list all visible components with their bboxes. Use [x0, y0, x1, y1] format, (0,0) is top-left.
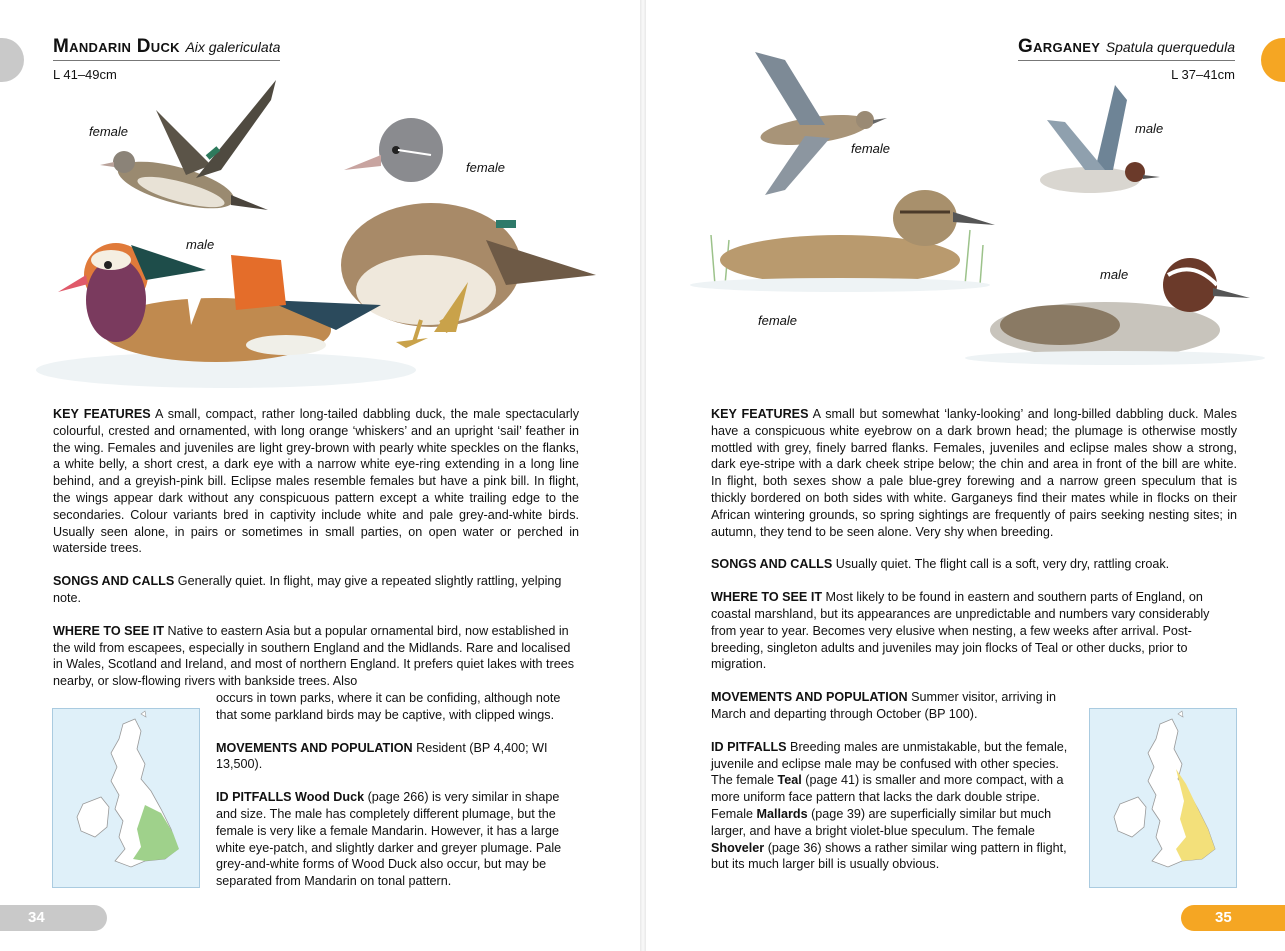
label-female-standing: female — [466, 160, 506, 175]
key-features-heading: KEY FEATURES — [711, 407, 809, 421]
pitfalls-text-4: (page 36) shows a rather similar wing pattern in flight, but its much larger bill is usually obvious. — [711, 840, 1067, 872]
flying-female-garganey — [755, 52, 887, 195]
page-34 — [0, 0, 640, 951]
garganey-ducks-drawing — [665, 40, 1265, 400]
movements-text: Summer visitor, arriving in March and departing through October (BP 100). — [711, 690, 1056, 721]
key-features-paragraph — [53, 406, 579, 557]
where-text: Most likely to be found in eastern and southern parts of England, on coastal marshland, but its appearances are unpredictable and numbers vary considerably from year to year. Becomes very elusive when nesting, a few weeks after arrival. Post-breeding, singleton adults and juveniles may join flocks of Teal or other ducks, prior to migration. — [711, 590, 1210, 672]
movements-heading: MOVEMENTS AND POPULATION — [711, 690, 908, 705]
flying-female-duck — [100, 80, 276, 218]
songs-heading: SONGS AND CALLS — [711, 557, 833, 572]
where-heading: WHERE TO SEE IT — [711, 590, 823, 605]
pitfalls-text-1: Breeding males are unmistakable, but the female, juvenile and eclipse male may be confused with other species. The female — [711, 739, 1068, 788]
swimming-female-garganey — [690, 190, 995, 292]
scientific-name: Spatula querquedula — [1105, 39, 1235, 55]
label-male-flying: male — [1135, 121, 1164, 136]
pitfalls-paragraph — [216, 789, 579, 890]
mandarin-illustration — [36, 70, 616, 400]
where-paragraph-cont — [216, 690, 579, 724]
pitfalls-bold-shoveler: Shoveler — [711, 840, 765, 855]
garganey-illustration — [665, 40, 1265, 400]
swimming-male-duck — [58, 243, 381, 362]
distribution-map-garganey — [1089, 708, 1237, 888]
pitfalls-bold-1: Wood Duck — [291, 790, 365, 805]
label-female-flying: female — [89, 124, 129, 139]
standing-female-duck — [341, 118, 596, 348]
pitfalls-text-2: (page 41) is smaller and more compact, with a more uniform face pattern that lacks the dark double stripe. Female — [711, 773, 1064, 821]
key-features-text: A small, compact, rather long-tailed dabbling duck, the male spectacularly colourful, crested and ornamented, with long orange ‘whiskers’ and an upright ‘sail’ feather in the wing. Females and juveniles are light grey-brown with pearly white speckles on the flanks, a white belly, a short crest, a dark eye with a narrow white eye-ring extending in a long line behind, and a greyish-pink bill. Eclipse males resemble females but have a pink bill. In flight, the wings appear dark without any conspicuous pattern except a white trailing edge to the secondaries. Colour variants bred in captivity include white and pale grey-and-white birds. Usually seen alone, in pairs or sometimes in small parties, on open water or perched in waterside trees. — [53, 407, 579, 556]
where-paragraph — [53, 623, 579, 690]
flying-male-garganey — [1040, 85, 1160, 193]
where-text-cont: occurs in town parks, where it can be confiding, although note that some parkland birds may be captive, with clipped wings. — [216, 690, 561, 722]
length-text: L 41–49cm — [53, 67, 117, 82]
label-male: male — [1100, 267, 1129, 282]
songs-text: Usually quiet. The flight call is a soft, very dry, rattling croak. — [832, 557, 1170, 572]
pitfalls-heading: ID PITFALLS — [216, 790, 292, 805]
label-female: female — [758, 313, 798, 328]
common-name: Garganey — [1017, 36, 1101, 57]
page-35 — [645, 0, 1285, 951]
species-title — [53, 36, 280, 61]
where-paragraph — [711, 589, 1237, 673]
scientific-name: Aix galericulata — [185, 39, 281, 55]
length-text: L 37–41cm — [1171, 67, 1235, 82]
songs-paragraph — [53, 573, 579, 607]
pitfalls-bold-mallards: Mallards — [756, 806, 808, 821]
page-number-34: 34 — [0, 905, 107, 931]
key-features-text: A small but somewhat ‘lanky-looking’ and long-billed dabbling duck. Males have a conspicuous white eyebrow on a dark brown head; the plumage is otherwise mostly mottled with grey, finely barred flanks. Females, juveniles and eclipse males show a strong, dark eye-stripe with a dark cheek stripe below; the chin and area in front of the bill are white. In flight, both sexes show a pale blue-grey forewing and a narrow green speculum that is thickly bordered on both sides with white. Garganeys find their mates while in flocks on their African wintering grounds, so spring sightings are frequently of pairs seeking nesting sites; in autumn, they tend to be seen alone. Very shy when breeding. — [711, 407, 1237, 539]
distribution-map-mandarin — [52, 708, 200, 888]
movements-text: Resident (BP 4,400; WI 13,500). — [216, 740, 548, 772]
movements-heading: MOVEMENTS AND POPULATION — [216, 740, 413, 755]
page-tab-left — [0, 38, 24, 82]
movements-paragraph — [711, 689, 1071, 723]
common-name: Mandarin Duck — [53, 36, 180, 57]
page-number-35: 35 — [1181, 905, 1285, 931]
pitfalls-text-3: (page 39) are superficially similar but much larger, and have a bright violet-blue speculum. The female — [711, 806, 1052, 838]
pitfalls-text-1: (page 266) is very similar in shape and size. The male has completely different plumage, but the female is very like a female Mandarin. However, it has a large white eye-patch, and slightly darker and greyer plumage. Pale grey-and-white forms of Wood Duck also occur, but may be separated from Mandarin on tonal pattern. — [216, 790, 562, 889]
pitfalls-paragraph — [711, 739, 1071, 873]
songs-paragraph — [711, 556, 1237, 573]
right-column-text — [216, 690, 579, 890]
label-male: male — [186, 237, 215, 252]
key-features-paragraph — [711, 406, 1237, 540]
britain-map-icon — [53, 709, 199, 887]
pitfalls-bold-teal: Teal — [777, 773, 802, 788]
key-features-heading: KEY FEATURES — [53, 407, 151, 421]
songs-heading: SONGS AND CALLS — [53, 574, 175, 589]
songs-text: Generally quiet. In flight, may give a repeated slightly rattling, yelping note. — [53, 574, 562, 605]
movements-paragraph — [216, 740, 579, 774]
label-female-flying: female — [851, 141, 891, 156]
britain-map-icon — [1090, 709, 1236, 887]
where-text: Native to eastern Asia but a popular ornamental bird, now established in the wild from escapees, especially in southern England and the Midlands. Rare and localised in Wales, Scotland and Ireland, and most of northern England. It prefers quiet lakes with trees nearby, or slow-flowing rivers with bankside trees. Also — [53, 623, 575, 689]
mandarin-ducks-drawing — [36, 70, 616, 400]
pitfalls-heading: ID PITFALLS — [711, 739, 787, 754]
where-heading: WHERE TO SEE IT — [53, 623, 165, 638]
left-column-text — [711, 689, 1071, 873]
